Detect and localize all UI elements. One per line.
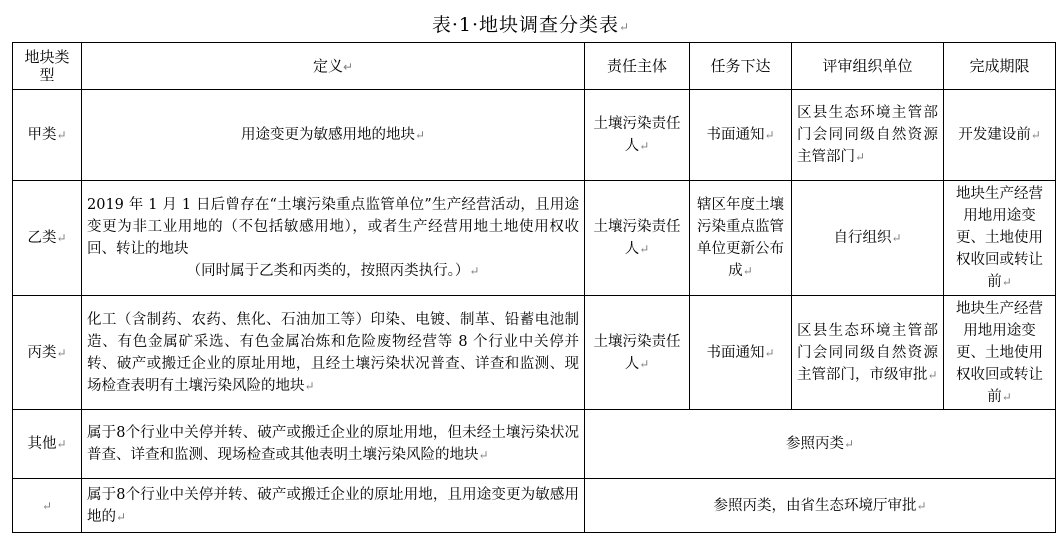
row-definition xyxy=(82,181,585,296)
row-deadline: 开发建设前↵ xyxy=(944,90,1056,181)
table-row xyxy=(13,90,1056,181)
row-type: 甲类↵ xyxy=(13,90,82,181)
row-task: 辖区年度土壤污染重点监管单位更新公布成↵ xyxy=(690,181,792,296)
header-deadline: 完成期限 xyxy=(944,43,1056,90)
row-type: 丙类↵ xyxy=(13,296,82,410)
row-definition: 化工（含制药、农药、焦化、石油加工等）印染、电镀、制革、铅蓄电池制造、有色金属矿采选、有色金属冶炼和危险废物经营等 8 个行业中关停并转、破产或搬迁企业的原址用地，且经土壤污染状况普查、详查和监测、现场检查表明有土壤污染风险的地块↵ xyxy=(82,296,585,410)
header-reviewer: 评审组织单位 xyxy=(792,43,944,90)
header-definition: 定义↵ xyxy=(82,43,585,90)
table-row xyxy=(13,479,1056,533)
header-task: 任务下达 xyxy=(690,43,792,90)
row-merged-reference: 参照丙类↵ xyxy=(585,410,1056,479)
row-definition: 属于8个行业中关停并转、破产或搬迁企业的原址用地，且用途变更为敏感用地的↵ xyxy=(82,479,585,533)
definition-note: （同时属于乙类和丙类的，按照丙类执行。）↵ xyxy=(186,263,480,279)
row-type: 乙类↵ xyxy=(13,181,82,296)
row-type: ↵ xyxy=(13,479,82,533)
row-responsible: 土壤污染责任人↵ xyxy=(585,181,690,296)
row-reviewer: 自行组织↵ xyxy=(792,181,944,296)
row-responsible: 土壤污染责任人↵ xyxy=(585,90,690,181)
row-deadline: 地块生产经营用地用途变更、土地使用权收回或转让前↵ xyxy=(944,181,1056,296)
table-row xyxy=(13,181,1056,296)
table-row xyxy=(13,410,1056,479)
definition-text: 2019 年 1 月 1 日后曾存在“土壤污染重点监管单位”生产经营活动，且用途变更为非工业用地的（不包括敏感用地），或者生产经营用地土地使用权收回、转让的地块 xyxy=(87,197,579,257)
header-row xyxy=(13,43,1056,90)
row-reviewer: 区县生态环境主管部门会同同级自然资源主管部门，市级审批↵ xyxy=(792,296,944,410)
row-task: 书面通知↵ xyxy=(690,296,792,410)
header-type: 地块类型 xyxy=(13,43,82,90)
table-title: 表·1·地块调查分类表↵ xyxy=(431,14,631,36)
row-definition: 属于8个行业中关停并转、破产或搬迁企业的原址用地，但未经土壤污染状况普查、详查和监测、现场检查或其他表明土壤污染风险的地块↵ xyxy=(82,410,585,479)
row-merged-reference: 参照丙类，由省生态环境厅审批↵ xyxy=(585,479,1056,533)
row-type: 其他↵ xyxy=(13,410,82,479)
classification-table xyxy=(12,42,1056,533)
row-definition: 用途变更为敏感用地的地块↵ xyxy=(82,90,585,181)
row-task: 书面通知↵ xyxy=(690,90,792,181)
row-responsible: 土壤污染责任人↵ xyxy=(585,296,690,410)
row-reviewer: 区县生态环境主管部门会同同级自然资源主管部门↵ xyxy=(792,90,944,181)
row-deadline: 地块生产经营用地用途变更、土地使用权收回或转让前↵ xyxy=(944,296,1056,410)
header-responsible: 责任主体 xyxy=(585,43,690,90)
table-row xyxy=(13,296,1056,410)
